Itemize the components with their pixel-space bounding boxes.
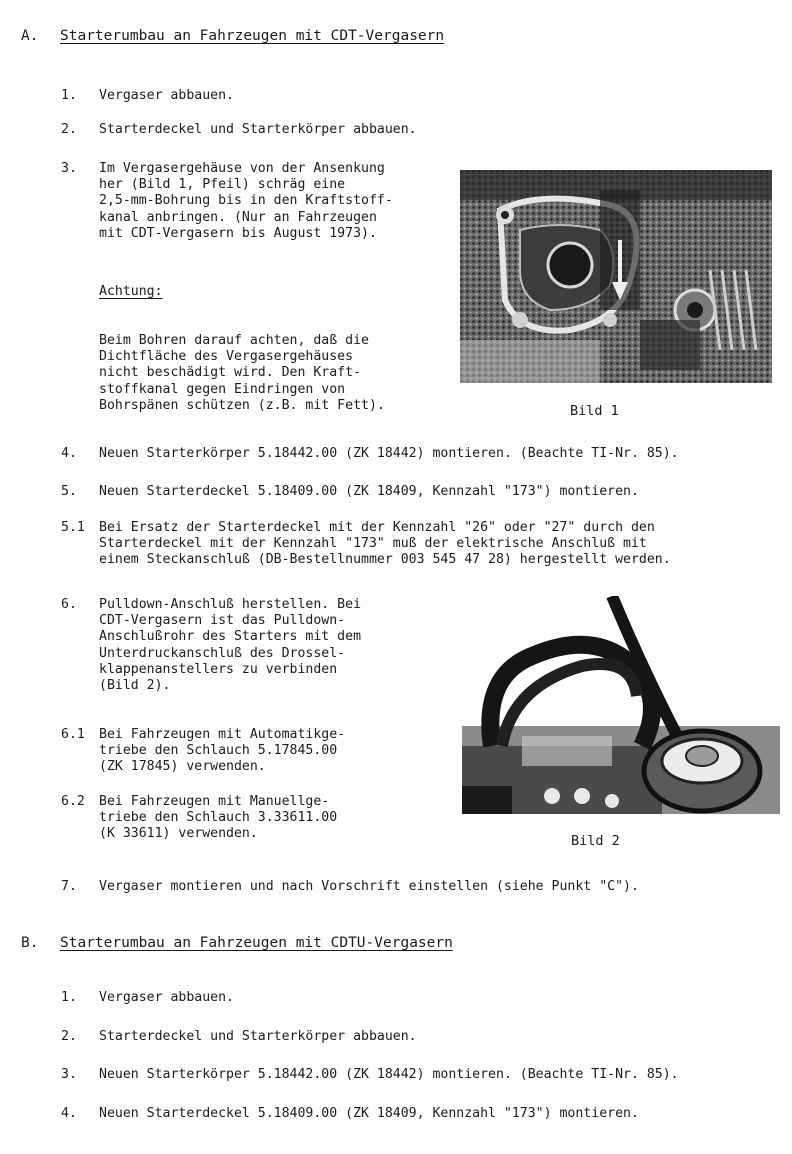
step-a5-1-text: Bei Ersatz der Starterdeckel mit der Kennzahl "26" oder "27" durch den Starterdeckel mit der Kennzahl "173" muß der elektrische Anschluß mit einem Steckanschluß (DB-Bestellnummer 003 545 47 28) hergestellt werden. bbox=[99, 520, 671, 568]
figure-2-photo bbox=[462, 596, 780, 814]
step-b2-text: Starterdeckel und Starterkörper abbauen. bbox=[99, 1029, 417, 1044]
step-a3-text: Im Vergasergehäuse von der Ansenkung her (Bild 1, Pfeil) schräg eine 2,5-mm-Bohrung bis in den Kraftstoff- kanal anbringen. (Nur an Fahrzeugen mit CDT-Vergasern bis August 1973). bbox=[99, 161, 393, 241]
step-a6-number: 6. bbox=[61, 597, 77, 612]
step-a1-number: 1. bbox=[61, 88, 77, 103]
step-a6-2-text: Bei Fahrzeugen mit Manuellge- triebe den Schlauch 3.33611.00 (K 33611) verwenden. bbox=[99, 794, 338, 842]
step-a2-number: 2. bbox=[61, 122, 77, 137]
figure-2-caption: Bild 2 bbox=[571, 833, 620, 849]
step-b1-text: Vergaser abbauen. bbox=[99, 990, 234, 1005]
step-b4-number: 4. bbox=[61, 1106, 77, 1121]
section-b-letter: B. bbox=[21, 935, 39, 951]
figure-1-photo bbox=[460, 170, 772, 383]
step-a5-1-number: 5.1 bbox=[61, 520, 85, 535]
step-b2-number: 2. bbox=[61, 1029, 77, 1044]
section-b-title: Starterumbau an Fahrzeugen mit CDTU-Vergasern bbox=[60, 935, 453, 951]
pulldown-hose-image bbox=[462, 596, 780, 814]
step-a6-1-text: Bei Fahrzeugen mit Automatikge- triebe den Schlauch 5.17845.00 (ZK 17845) verwenden. bbox=[99, 727, 346, 775]
step-a6-text: Pulldown-Anschluß herstellen. Bei CDT-Vergasern ist das Pulldown- Anschlußrohr des Starters mit dem Unterdruckanschluß des Drossel- klappenanstellers zu verbinden (Bild 2). bbox=[99, 597, 362, 694]
step-a7-number: 7. bbox=[61, 879, 77, 894]
step-a5-number: 5. bbox=[61, 484, 77, 499]
step-a7-text: Vergaser montieren und nach Vorschrift einstellen (siehe Punkt "C"). bbox=[99, 879, 639, 894]
attention-text: Beim Bohren darauf achten, daß die Dichtfläche des Vergasergehäuses nicht beschädigt wird. Den Kraft- stoffkanal gegen Eindringen von Bohrspänen schützen (z.B. mit Fett). bbox=[99, 333, 385, 413]
carburetor-housing-image bbox=[460, 170, 772, 383]
step-a5-text: Neuen Starterdeckel 5.18409.00 (ZK 18409, Kennzahl "173") montieren. bbox=[99, 484, 639, 499]
section-a-letter: A. bbox=[21, 28, 39, 44]
attention-heading: Achtung: bbox=[99, 284, 163, 299]
step-a6-1-number: 6.1 bbox=[61, 727, 85, 742]
step-a2-text: Starterdeckel und Starterkörper abbauen. bbox=[99, 122, 417, 137]
step-a1-text: Vergaser abbauen. bbox=[99, 88, 234, 103]
step-a6-2-number: 6.2 bbox=[61, 794, 85, 809]
figure-1-caption: Bild 1 bbox=[570, 403, 619, 419]
step-b4-text: Neuen Starterdeckel 5.18409.00 (ZK 18409, Kennzahl "173") montieren. bbox=[99, 1106, 639, 1121]
step-a4-text: Neuen Starterkörper 5.18442.00 (ZK 18442) montieren. (Beachte TI-Nr. 85). bbox=[99, 446, 679, 461]
step-b1-number: 1. bbox=[61, 990, 77, 1005]
step-a3-number: 3. bbox=[61, 161, 77, 176]
step-a4-number: 4. bbox=[61, 446, 77, 461]
step-b3-number: 3. bbox=[61, 1067, 77, 1082]
step-b3-text: Neuen Starterkörper 5.18442.00 (ZK 18442) montieren. (Beachte TI-Nr. 85). bbox=[99, 1067, 679, 1082]
section-a-title: Starterumbau an Fahrzeugen mit CDT-Vergasern bbox=[60, 28, 445, 44]
